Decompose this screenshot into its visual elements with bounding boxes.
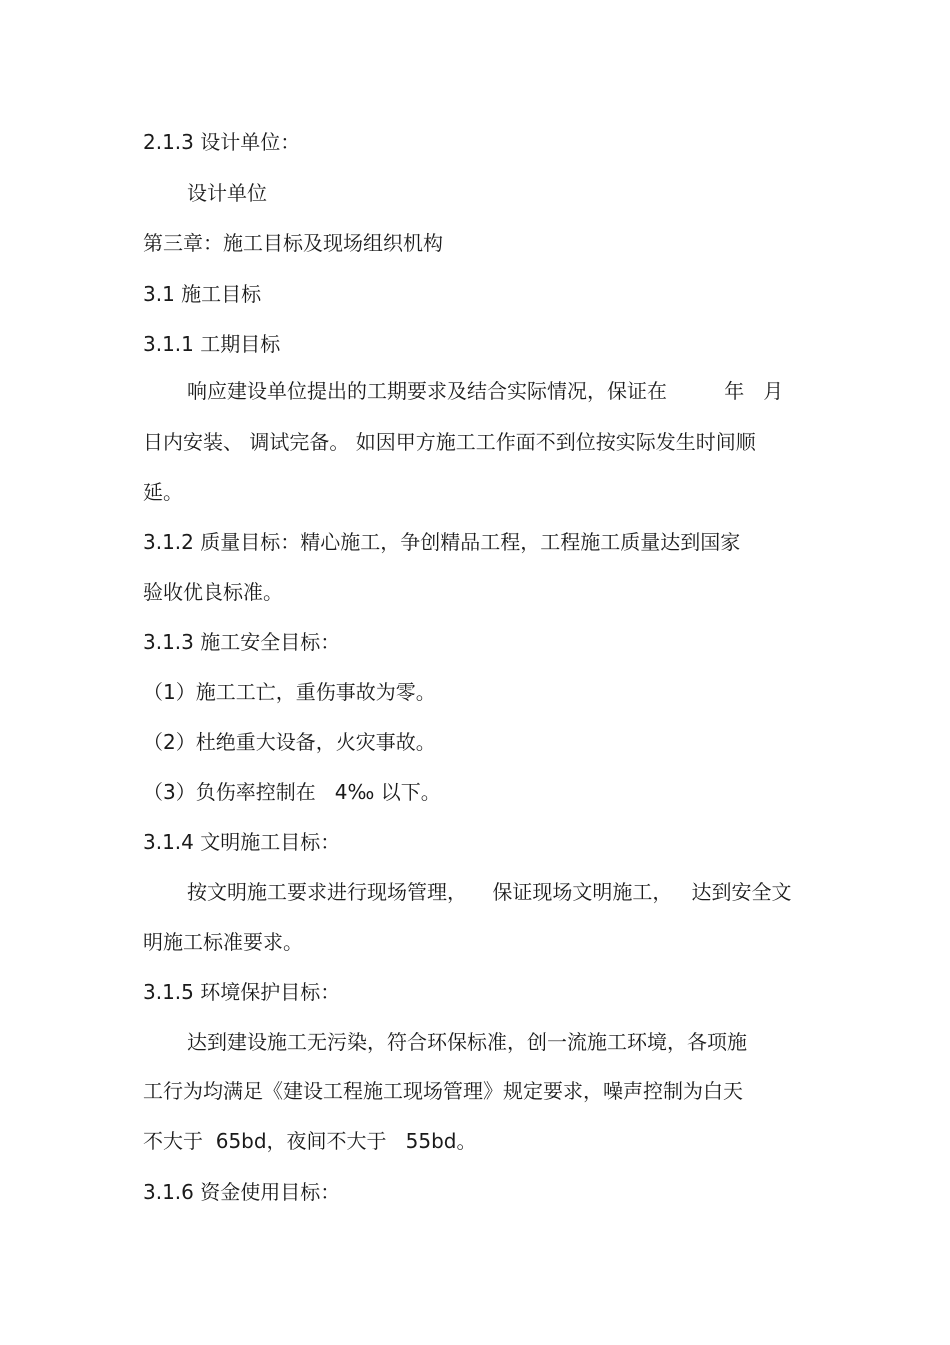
heading-3-1-3: 3.1.3 施工安全目标： [143, 630, 341, 654]
heading-3-1-2-line-1: 3.1.2 质量目标：精心施工，争创精品工程，工程施工质量达到国家 [143, 530, 741, 554]
chapter-3-title: 第三章：施工目标及现场组织机构 [143, 231, 443, 255]
paragraph-schedule-line-2: 日内安装、 调试完备。 如因甲方施工工作面不到位按实际发生时间顺 [143, 430, 756, 454]
paragraph-civilized-line-1: 按文明施工要求进行现场管理， 保证现场文明施工， 达到安全文 [187, 880, 792, 904]
paragraph-design-unit: 设计单位 [187, 181, 267, 205]
list-item-2: （2）杜绝重大设备，火灾事故。 [143, 730, 436, 754]
heading-3-1-5: 3.1.5 环境保护目标： [143, 980, 341, 1004]
paragraph-schedule-line-1: 响应建设单位提出的工期要求及结合实际情况，保证在 年 月 [187, 379, 784, 403]
paragraph-environment-line-3: 不大于 65bd，夜间不大于 55bd。 [143, 1129, 477, 1153]
heading-3-1: 3.1 施工目标 [143, 282, 262, 306]
heading-3-1-2-line-2: 验收优良标准。 [143, 580, 283, 604]
paragraph-civilized-line-2: 明施工标准要求。 [143, 930, 303, 954]
heading-3-1-4: 3.1.4 文明施工目标： [143, 830, 341, 854]
list-item-3: （3）负伤率控制在 4‰ 以下。 [143, 780, 441, 804]
heading-3-1-6: 3.1.6 资金使用目标： [143, 1180, 341, 1204]
list-item-1: （1）施工工亡，重伤事故为零。 [143, 680, 436, 704]
paragraph-environment-line-2: 工行为均满足《建设工程施工现场管理》规定要求，噪声控制为白天 [143, 1079, 743, 1103]
paragraph-schedule-line-3: 延。 [143, 480, 183, 504]
heading-3-1-1: 3.1.1 工期目标 [143, 332, 281, 356]
heading-2-1-3: 2.1.3 设计单位： [143, 130, 301, 154]
paragraph-environment-line-1: 达到建设施工无污染，符合环保标准，创一流施工环境，各项施 [187, 1030, 747, 1054]
